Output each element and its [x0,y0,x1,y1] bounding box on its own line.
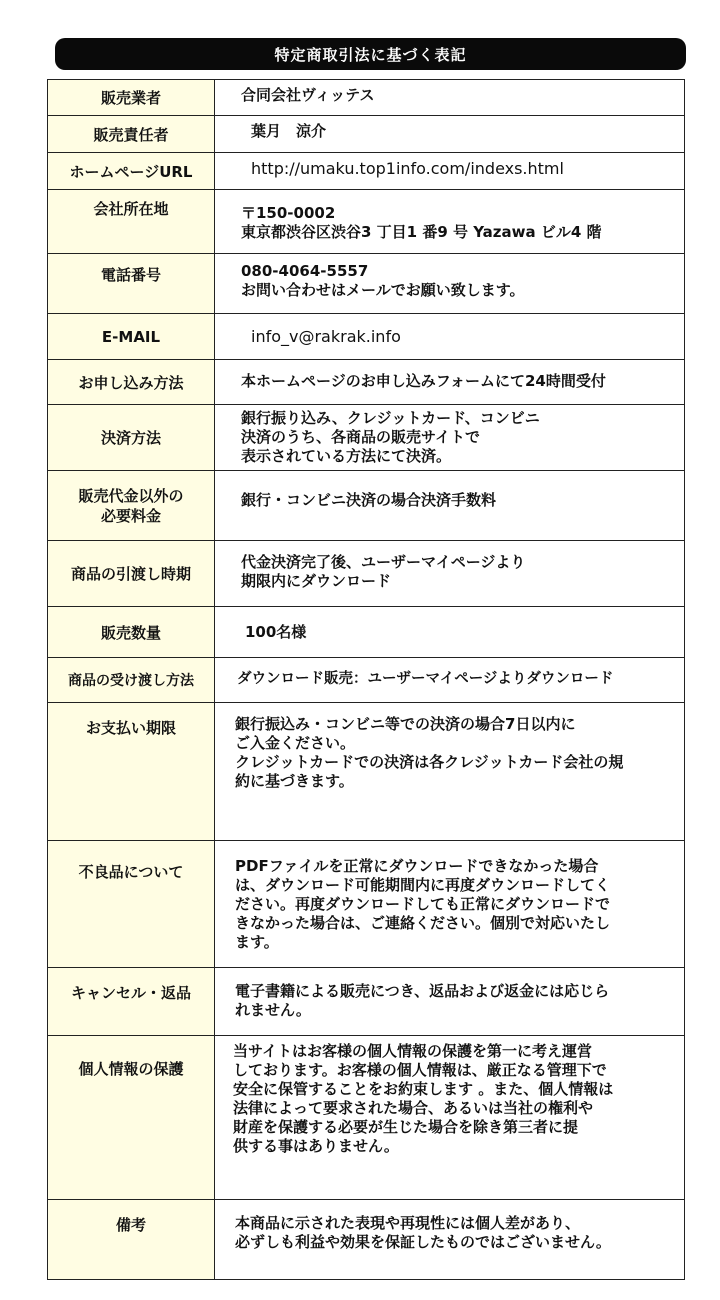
table-row-defective [48,841,685,968]
table-row-extra-fees [48,471,685,541]
row-value: 本商品に示された表現や再現性には個人差があり、 必ずしも利益や効果を保証したものではございません。 [235,1214,611,1251]
row-label: 備考 [115,1216,146,1234]
row-value: 銀行・コンビニ決済の場合決済手数料 [241,491,497,509]
row-value: 電子書籍による販売につき、返品および返金には応じら れません。 [235,982,610,1019]
row-label: お申し込み方法 [48,360,215,405]
row-label: 決済方法 [48,405,215,471]
row-label: お支払い期限 [85,719,176,737]
row-value: 合同会社ヴィッテス [241,86,375,104]
row-value: 100名様 [245,623,307,641]
table-row-phone [48,254,685,314]
row-value: 葉月 涼介 [251,122,327,140]
table-row-order-method [48,360,685,405]
table-row-quantity [48,607,685,658]
row-value: 銀行振込み・コンビニ等での決済の場合7日以内に ご入金ください。 クレジットカードでの決済は各クレジットカード会社の規 約に基づきます。 [235,715,624,790]
table-row-responsible [48,116,685,153]
legal-disclosure-table [47,79,685,1280]
row-value: 〒150-0002 東京都渋谷区渋谷3 丁目1 番9 号 Yazawa ビル4 階 [241,204,602,241]
row-value: http://umaku.top1info.com/indexs.html [251,159,564,178]
row-label: 商品の受け渡し方法 [48,658,215,703]
row-value: 代金決済完了後、ユーザーマイページより 期限内にダウンロード [241,553,526,590]
row-value: 銀行振り込み、クレジットカード、コンビニ 決済のうち、各商品の販売サイトで 表示されている方法にて決済。 [241,409,540,465]
row-value: 080-4064-5557 お問い合わせはメールでお願い致します。 [241,262,525,299]
row-value: 当サイトはお客様の個人情報の保護を第一に考え運営 しております。お客様の個人情報は、厳正なる管理下で 安全に保管することをお約束します 。また、個人情報は 法律によって要求された場合、あるいは当社の権利や 財産を保護する必要が生じた場合を除き第三者に提 供する事はありません。 [233,1042,614,1155]
row-value: ダウンロード販売：ユーザーマイページよりダウンロード [237,671,614,687]
row-label: 販売数量 [48,607,215,658]
table-row-privacy [48,1036,685,1200]
row-label: 電話番号 [100,266,161,284]
table-row-delivery-time [48,541,685,607]
row-label: E-MAIL [48,314,215,360]
row-label: 販売代金以外の 必要料金 [48,471,215,541]
table-row-url [48,153,685,190]
table-row-notes [48,1200,685,1280]
table-row-payment-method [48,405,685,471]
row-label: キャンセル・返品 [70,984,191,1002]
row-label: 商品の引渡し時期 [48,541,215,607]
table-row-payment-deadline [48,703,685,841]
table-row-email [48,314,685,360]
row-label: 不良品について [78,863,184,881]
row-label: 個人情報の保護 [78,1060,184,1078]
row-label: 販売責任者 [48,116,215,153]
row-label: ホームページURL [48,153,215,190]
row-value: 本ホームページのお申し込みフォームにて24時間受付 [241,372,606,390]
table-row-delivery-method [48,658,685,703]
table-row-address [48,190,685,254]
row-label: 販売業者 [48,80,215,116]
page-title: 特定商取引法に基づく表記 [55,38,686,70]
row-value: info_v@rakrak.info [251,327,401,346]
table-row-cancellation [48,968,685,1036]
row-value: PDFファイルを正常にダウンロードできなかった場合 は、ダウンロード可能期間内に再度ダウンロードしてく ださい。再度ダウンロードしても正常にダウンロードで きなかった場合は、ご連絡ください。個別で対応いたし ます。 [235,857,611,951]
table-row-seller [48,80,685,116]
row-label: 会社所在地 [93,200,169,218]
